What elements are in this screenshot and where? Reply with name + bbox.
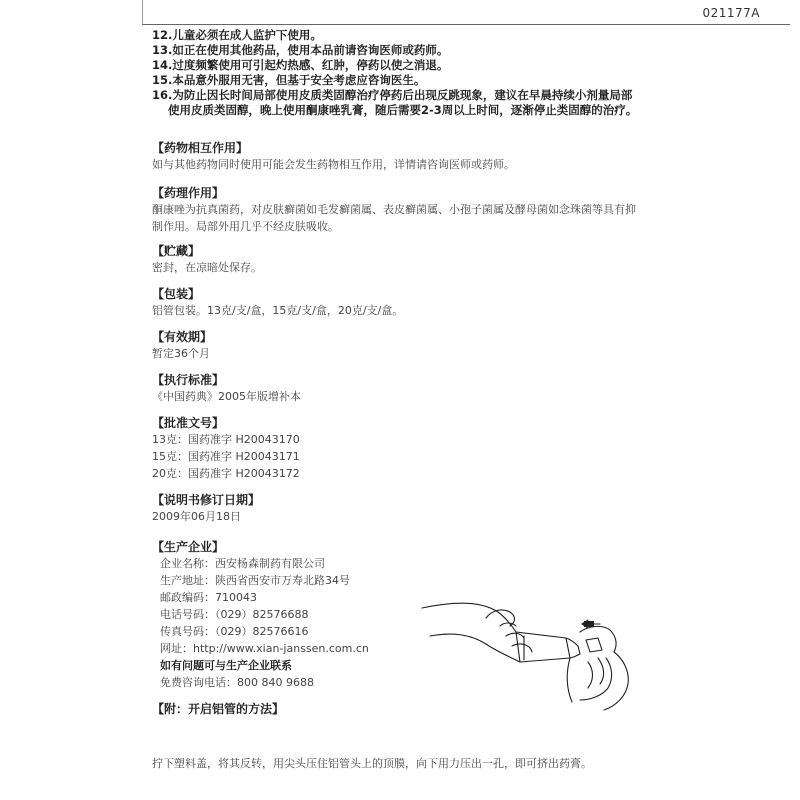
interaction-text: 如与其他药物同时使用可能会发生药物相互作用，详情请咨询医师或药师。	[152, 158, 515, 171]
section-heading-interaction: 【药物相互作用】	[152, 141, 249, 155]
section-heading-opening: 【附：开启铝管的方法】	[152, 702, 285, 716]
pharmacology-text-1: 酮康唑为抗真菌药，对皮肤癣菌如毛发癣菌属、表皮癣菌属、小孢子菌属及酵母菌如念珠菌等具有抑	[152, 203, 636, 216]
validity-text: 暂定36个月	[152, 347, 210, 360]
approval-line-15g: 15克：国药准字 H20043171	[152, 450, 300, 463]
manufacturer-website: 网址：http://www.xian-janssen.com.cn	[160, 642, 369, 655]
warning-12: 12.儿童必须在成人监护下使用。	[152, 28, 322, 42]
storage-text: 密封，在凉暗处保存。	[152, 261, 262, 274]
tube-opening-illustration	[420, 596, 650, 714]
section-heading-storage: 【贮藏】	[152, 244, 201, 258]
section-heading-standard: 【执行标准】	[152, 373, 225, 387]
warning-16-cont: 使用皮质类固醇，晚上使用酮康唑乳膏，随后需要2-3周以上时间，逐渐停止类固醇的治疗。	[168, 103, 638, 117]
manufacturer-fax: 传真号码：（029）82576616	[160, 625, 309, 638]
revision-date: 2009年06月18日	[152, 510, 241, 523]
section-heading-approval: 【批准文号】	[152, 416, 225, 430]
section-heading-revision: 【说明书修订日期】	[152, 493, 261, 507]
manufacturer-postcode: 邮政编码：710043	[160, 591, 257, 604]
warning-16: 16.为防止因长时间局部使用皮质类固醇治疗停药后出现反跳现象，建议在早晨持续小剂量局部	[152, 88, 633, 102]
warning-13: 13.如正在使用其他药品，使用本品前请咨询医师或药师。	[152, 43, 449, 57]
warning-14: 14.过度频繁使用可引起灼热感、红肿，停药以使之消退。	[152, 58, 449, 72]
opening-instructions: 拧下塑料盖，将其反转，用尖头压住铝管头上的顶膜，向下用力压出一孔，即可挤出药膏。	[152, 757, 592, 770]
document-code: 021177A	[702, 6, 760, 20]
manufacturer-phone: 电话号码：（029）82576688	[160, 608, 309, 621]
top-margin-line	[142, 0, 143, 24]
approval-line-13g: 13克：国药准字 H20043170	[152, 433, 300, 446]
section-heading-packaging: 【包装】	[152, 287, 201, 301]
approval-line-20g: 20克：国药准字 H20043172	[152, 467, 300, 480]
manufacturer-contact-note: 如有问题可与生产企业联系	[160, 659, 292, 672]
manufacturer-hotline: 免费咨询电话：800 840 9688	[160, 676, 314, 689]
section-heading-pharmacology: 【药理作用】	[152, 186, 225, 200]
manufacturer-name: 企业名称：西安杨森制药有限公司	[160, 557, 325, 570]
section-heading-validity: 【有效期】	[152, 330, 213, 344]
standard-text: 《中国药典》2005年版增补本	[152, 390, 301, 403]
packaging-text: 铝管包装。13克/支/盒，15克/支/盒，20克/支/盒。	[152, 304, 404, 317]
warning-15: 15.本品意外服用无害，但基于安全考虑应咨询医生。	[152, 73, 426, 87]
pharmacology-text-2: 制作用。局部外用几乎不经皮肤吸收。	[152, 220, 339, 233]
top-rule	[142, 24, 790, 25]
section-heading-manufacturer: 【生产企业】	[152, 540, 225, 554]
manufacturer-address: 生产地址：陕西省西安市万寿北路34号	[160, 574, 350, 587]
